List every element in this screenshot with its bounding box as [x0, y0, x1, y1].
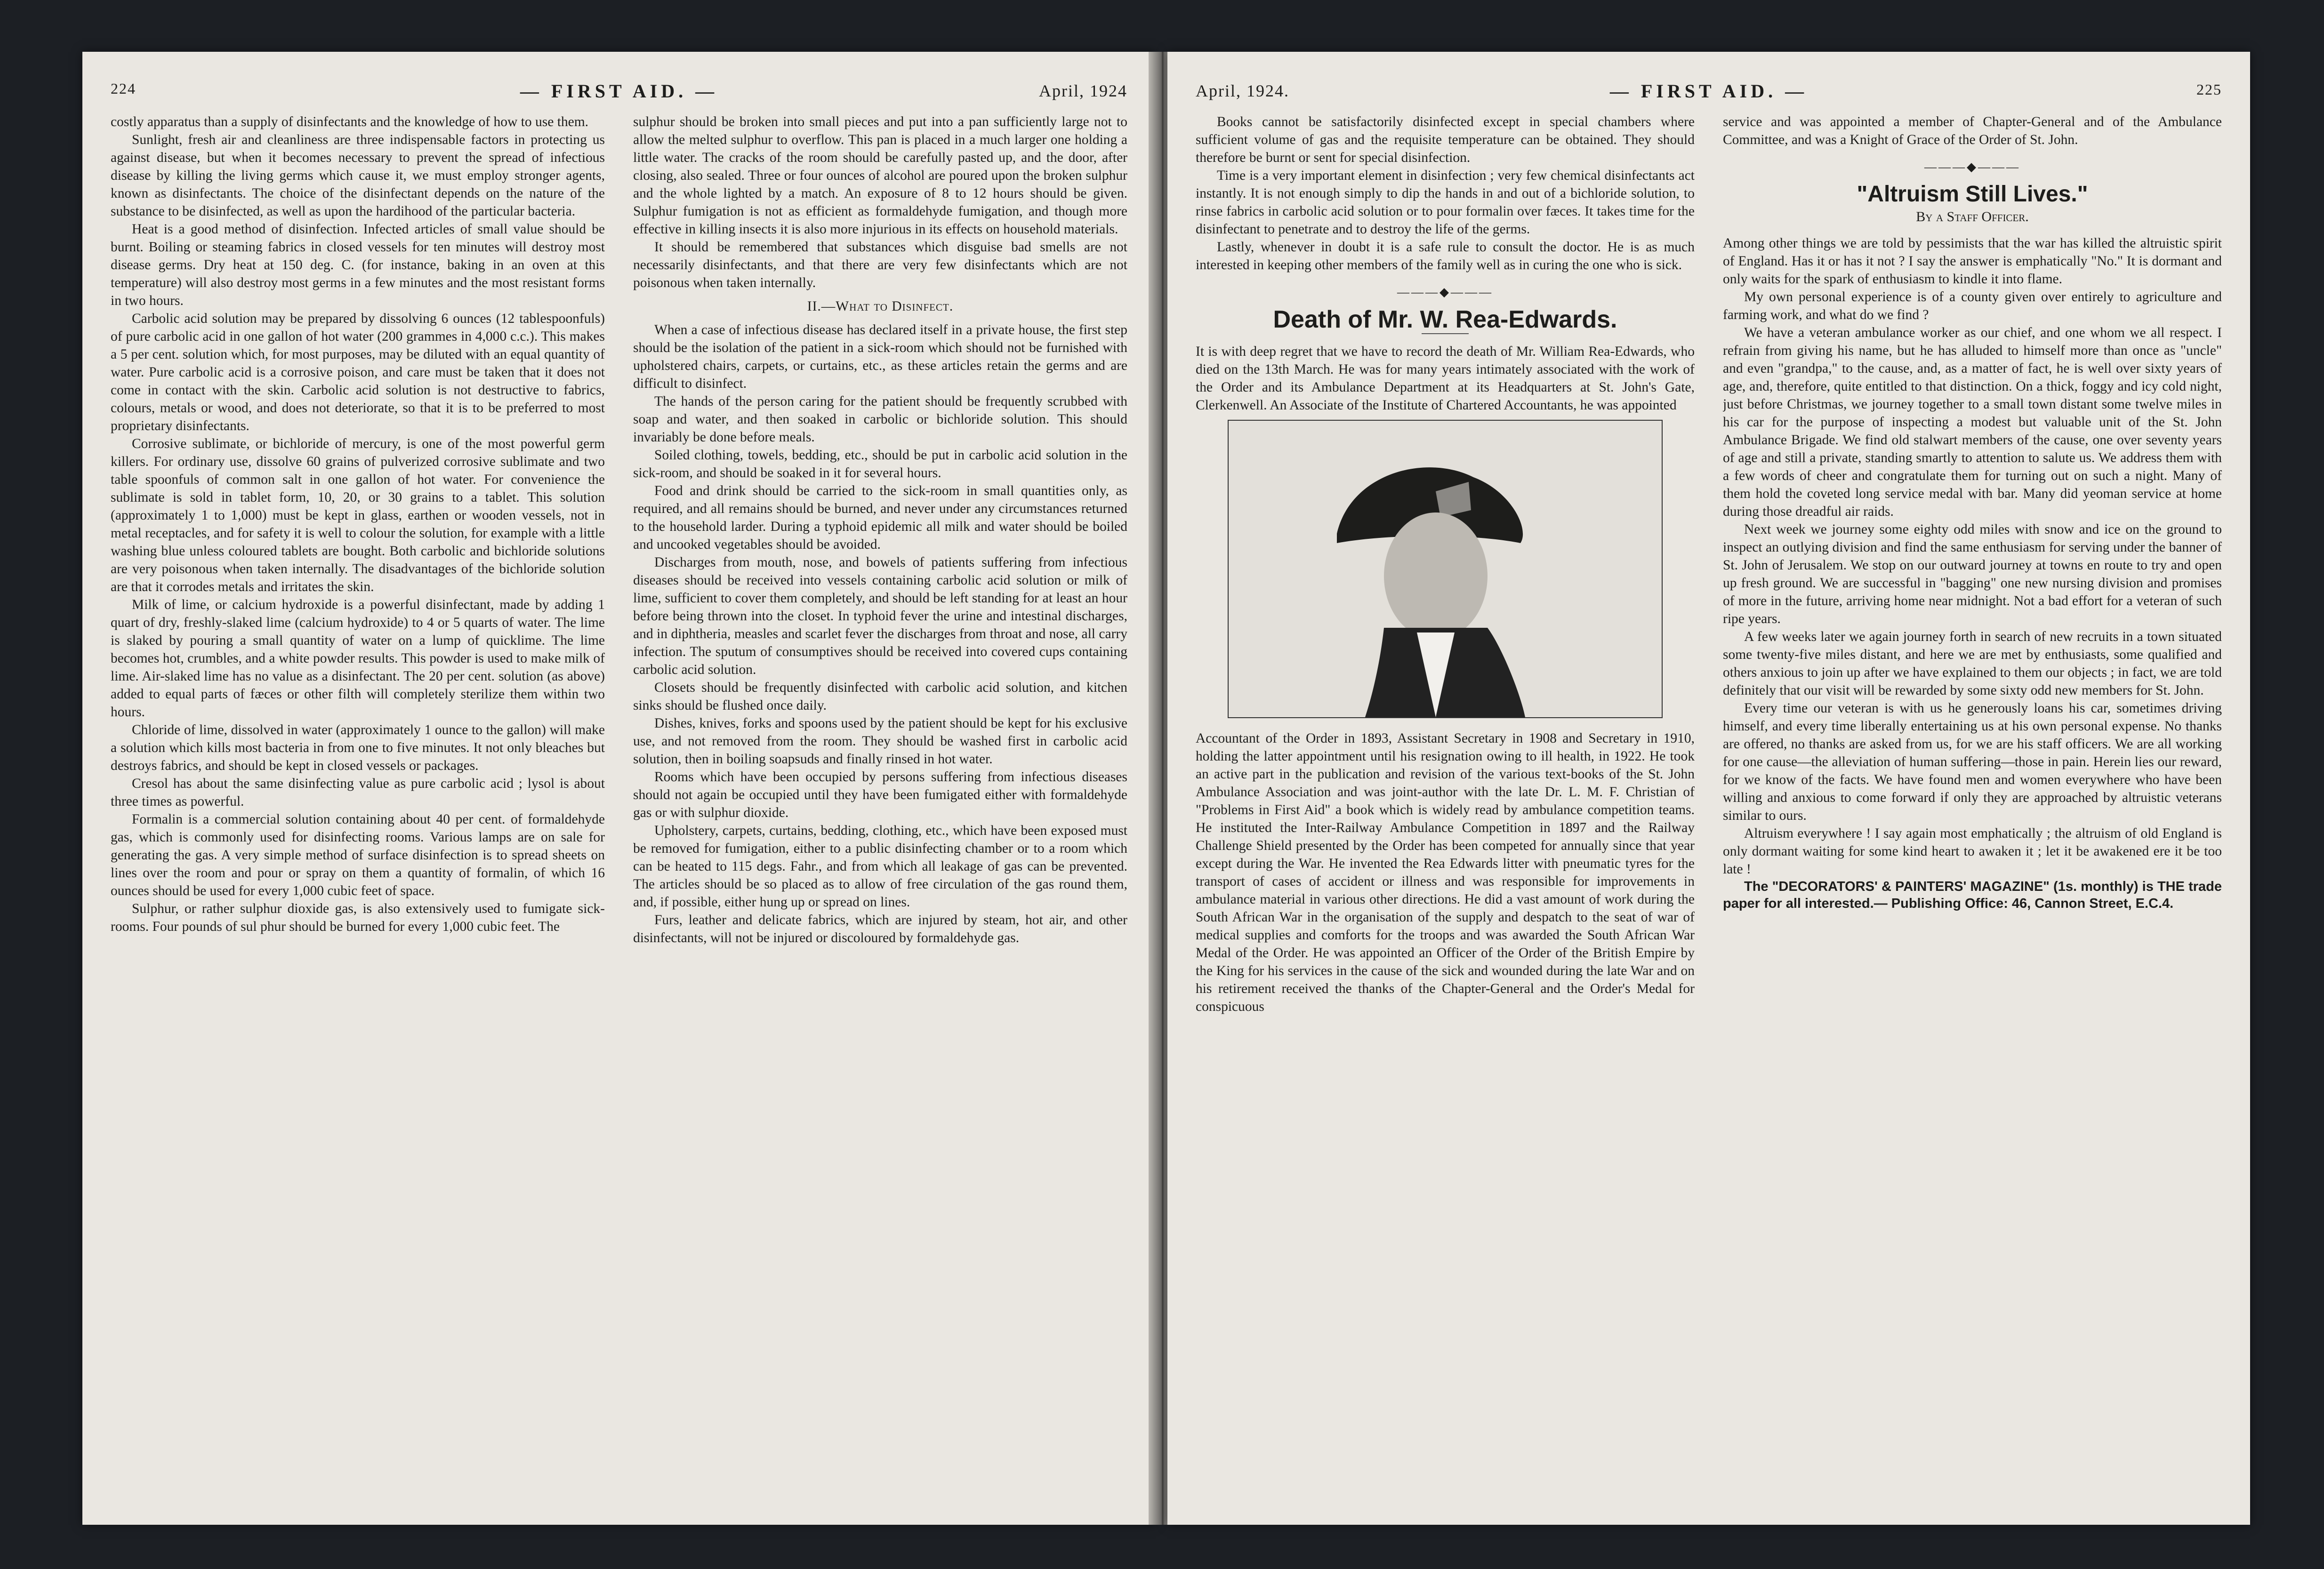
advertisement: The "DECORATORS' & PAINTERS' MAGAZINE" (1s. monthly) is THE trade paper for all interested.— Publishing Office: 46, Cannon Street, E.C.4.: [1723, 879, 2222, 911]
paragraph: Corrosive sublimate, or bichloride of mercury, is one of the most powerful germ killers. For ordinary use, dissolve 60 grains of pulverized corrosive sublimate and two table spoonfuls of common salt in one gallon of hot water. For convenience the sublimate is sold in tablet form, 10, 20, or 30 grains to a tablet. This solution (approximately 1 to 1,000) must be kept in glass, earthen or wooden vessels, not in metal receptacles, and for safety it is well to colour the solution, for example with a little washing blue unless coloured tablets are bought. Both carbolic and bichloride solutions are very poisonous when taken internally. The disadvantages of the bichloride solution are that it corrodes metals and irritates the skin.: [111, 436, 605, 594]
paragraph: Heat is a good method of disinfection. Infected articles of small value should be burnt. Boiling or steaming fabrics in closed vessels for ten minutes will destroy most disease germs. Dry heat at 150 deg. C. (for instance, baking in an oven at this temperature) will also destroy most germs in a few minutes and the most resistant forms in two hours.: [111, 222, 605, 308]
paragraph: sulphur should be broken into small pieces and put into a pan sufficiently large not to allow the melted sulphur to overflow. This pan is placed in a much larger one holding a little water. The cracks of the room should be carefully pasted up, and the door, after closing, also sealed. Three or four ounces of alcohol are poured upon the broken sulphur and the whole lighted by a match. An exposure of 8 to 12 hours should be given. Sulphur fumigation is not as efficient as formaldehyde fumigation, and though more effective in killing insects it is also more injurious in its effects on household materials.: [633, 114, 1127, 237]
portrait-illustration: [1229, 421, 1662, 717]
article-heading-death: Death of Mr. W. Rea-Edwards.: [1273, 306, 1617, 333]
right-page-number: 225: [2196, 81, 2222, 98]
right-running-date: April, 1924.: [1196, 81, 1289, 100]
paragraph: costly apparatus than a supply of disinfectants and the knowledge of how to use them.: [111, 114, 589, 129]
paragraph: Discharges from mouth, nose, and bowels of patients suffering from infectious diseases should be received into vessels containing carbolic acid solution or milk of lime, sufficient to cover them completely, and should be left standing for at least an hour before being thrown into the closet. In typhoid fever the urine and intestinal discharges, and in diphtheria, measles and scarlet fever the discharges from throat and nose, all carry infection. The sputum of consumptives should be received into covered cups containing carbolic acid solution.: [633, 555, 1127, 677]
paragraph: My own personal experience is of a county given over entirely to agriculture and farming work, and what do we find ?: [1723, 289, 2222, 322]
section-subheading: II.—What to Disinfect.: [807, 299, 954, 314]
paragraph: Carbolic acid solution may be prepared by dissolving 6 ounces (12 tablespoonfuls) of pure carbolic acid in one gallon of hot water (200 grammes in 4,000 c.c.). This makes a 5 per cent. solution which, for most purposes, may be diluted with an equal quantity of water. Pure carbolic acid is a corrosive poison, and care must be taken that it does not come in contact with the skin. Carbolic acid solution is not destructive to fabrics, colours, metals or wood, and does not deteriorate, so that it is to be preferred to most proprietary disinfectants.: [111, 311, 605, 433]
paragraph: Time is a very important element in disinfection ; very few chemical disinfectants act instantly. It is not enough simply to dip the hands in and out of a bichloride solution, to rinse fabrics in carbolic acid solution or to pour formalin over fæces. It takes time for the disinfectant to penetrate and to destroy the life of the germs.: [1196, 168, 1695, 237]
paragraph: Books cannot be satisfactorily disinfected except in special chambers where sufficient volume of gas and the requisite temperature can be obtained. They should therefore be burnt or sent for special disinfection.: [1196, 114, 1695, 165]
paragraph: Sulphur, or rather sulphur dioxide gas, is also extensively used to fumigate sick-rooms. Four pounds of sul phur should be burned for every 1,000 cubic feet. The: [111, 901, 605, 934]
paragraph: We have a veteran ambulance worker as our chief, and one whom we all respect. I refrain from giving his name, but he has alluded to himself more than once as "uncle" and even "grandpa," to the cause, and, as a matter of fact, he is well over sixty years of age, and, therefore, quite entitled to that distinction. On a thick, foggy and icy cold night, just before Christmas, we journey together to a small town distant some twelve miles in his car for the purpose of inspecting a modest but valuable unit of the St. John Ambulance Brigade. We find old stalwart members of the cause, one over seventy years of age and still a private, standing smartly to attention to salute us. We address them with a few words of cheer and congratulate them for turning out on such a night. Many of them hold the coveted long service medal with bar. Many did yeoman service at home during those dreadful air raids.: [1723, 325, 2222, 519]
paragraph: Closets should be frequently disinfected with carbolic acid solution, and kitchen sinks should be flushed once daily.: [633, 680, 1127, 713]
paragraph: Upholstery, carpets, curtains, bedding, clothing, etc., which have been exposed must be removed for fumigation, either to a public disinfecting chamber or to a room which can be heated to 115 degs. Fahr., and from which all leakage of gas can be prevented. The articles should be so placed as to allow of free circulation of the gas round them, and, if possible, either hung up or spread on lines.: [633, 823, 1127, 910]
paragraph: Soiled clothing, towels, bedding, etc., should be put in carbolic acid solution in the sick-room, and should be soaked in it for several hours.: [633, 448, 1127, 480]
left-running-title: — FIRST AID. —: [520, 80, 718, 102]
paragraph: Lastly, whenever in doubt it is a safe rule to consult the doctor. He is as much interested in keeping other members of the family well as in curing the one who is sick.: [1196, 240, 1695, 272]
paragraph: Every time our veteran is with us he generously loans his car, sometimes driving himself, and every time liberally entertaining us at his own personal expense. No thanks are offered, no thanks are asked from us, for we are his staff officers. We are all working for one cause—the alleviation of human suffering—those in pain. Herein lies our reward, for we know of the facts. We have found men and women everywhere who have been willing and anxious to come forward if only they are approached by altruistic veterans similar to ours.: [1723, 701, 2222, 823]
paragraph: service and was appointed a member of Chapter-General and of the Ambulance Committee, and was a Knight of Grace of the Order of St. John.: [1723, 114, 2222, 147]
paragraph: Among other things we are told by pessimists that the war has killed the altruistic spirit of England. Has it or has it not ? I say the answer is emphatically "No." It is dormant and only waits for the spark of enthusiasm to kindle it into flame.: [1723, 236, 2222, 287]
paragraph: Sunlight, fresh air and cleanliness are three indispensable factors in protecting us against disease, but when it becomes necessary to prevent the spread of infectious disease by killing the living germs which cause it, we must employ stronger agents, known as disinfectants. The choice of the disinfectant depends on the nature of the substance to be disinfected, as well as upon the hardihood of the particular bacteria.: [111, 132, 605, 219]
right-running-title: — FIRST AID. —: [1609, 80, 1808, 102]
paragraph: Altruism everywhere ! I say again most emphatically ; the altruism of old England is only dormant waiting for some kind heart to awaken it ; let it be awakened ere it be too late !: [1723, 826, 2222, 877]
left-running-date: April, 1924: [1039, 81, 1127, 100]
right-running-head: [1196, 71, 2222, 104]
paragraph: It should be remembered that substances which disguise bad smells are not necessarily disinfectants, and that there are very few disinfectants which are not poisonous when taken internally.: [633, 240, 1127, 290]
right-column-2: [1723, 113, 2222, 1506]
paragraph: Formalin is a commercial solution containing about 40 per cent. of formaldehyde gas, which is commonly used for disinfecting rooms. Various lamps are on sale for generating the gas. A very simple method of surface disinfection is to spread sheets on lines over the room and pour or spray on them a quantity of formalin, of which 16 ounces should be used for every 1,000 cubic feet of space.: [111, 812, 605, 898]
article-heading-altruism: "Altruism Still Lives.": [1857, 182, 2088, 207]
paragraph: Accountant of the Order in 1893, Assistant Secretary in 1908 and Secretary in 1910, holding the latter appointment until his resignation owing to ill health, in 1922. He took an active part in the publication and revision of the various text-books of the St. John Ambulance Association and was joint-author with the late Dr. L. M. F. Christian of "Problems in First Aid" a book which is widely read by ambulance competition teams. He instituted the Inter-Railway Ambulance Competition in 1897 and the Railway Challenge Shield presented by the Order has been competed for annually since that year except during the War. He invented the Rea Edwards litter with pneumatic tyres for the transport of cases of accident or illness and was responsible for improvements in ambulance material in various other directions. He did a vast amount of work during the South African War in the organisation of the supply and despatch to the seat of war of medical supplies and comforts for the troops and was awarded the South African War Medal of the Order. He was appointed an Officer of the Order of the British Empire by the King for his services in the cause of the sick and wounded during the late War and on his retirement received the thanks of the Chapter-General and the Order's Medal for conspicuous: [1196, 731, 1695, 1014]
paragraph: Food and drink should be carried to the sick-room in small quantities only, as required, and all remains should be burned, and never under any circumstances returned to the household larder. During a typhoid epidemic all milk and water should be boiled and uncooked vegetables should be avoided.: [633, 483, 1127, 552]
right-page: [1167, 52, 2250, 1525]
paragraph: Dishes, knives, forks and spoons used by the patient should be kept for his exclusive use, and not removed from the room. They should be washed first in carbolic acid solution, then in boiling soapsuds and finally rinsed in hot water.: [633, 716, 1127, 767]
left-running-head: [111, 71, 1127, 104]
paragraph: Furs, leather and delicate fabrics, which are injured by steam, hot air, and other disinfectants, will not be injured or discoloured by formaldehyde gas.: [633, 913, 1127, 945]
ornament-divider: ———◆———: [1397, 285, 1493, 299]
left-page: [82, 52, 1156, 1525]
article-byline: By a Staff Officer.: [1916, 209, 2029, 224]
left-column-2: [633, 113, 1127, 1506]
paragraph: Cresol has about the same disinfecting value as pure carbolic acid ; lysol is about three times as powerful.: [111, 776, 605, 809]
paragraph: Milk of lime, or calcium hydroxide is a powerful disinfectant, made by adding 1 quart of dry, freshly-slaked lime (calcium hydroxide) to 4 or 5 quarts of water. The lime is slaked by pouring a small quantity of water on a lump of quicklime. The lime becomes hot, crumbles, and a white powder results. This powder is used to make milk of lime. Air-slaked lime has no value as a disinfectant. The 20 per cent. solution (as above) added to equal parts of fæces or other filth will completely sterilize them within two hours.: [111, 597, 605, 720]
paragraph: It is with deep regret that we have to record the death of Mr. William Rea-Edwards, who died on the 13th March. He was for many years intimately associated with the work of the Order and its Ambulance Department at its Headquarters at St. John's Gate, Clerkenwell. An Associate of the Institute of Chartered Accountants, he was appointed: [1196, 344, 1695, 413]
short-rule: [1422, 333, 1469, 334]
paragraph: Chloride of lime, dissolved in water (approximately 1 ounce to the gallon) will make a solution which kills most bacteria in from one to five minutes. It not only bleaches but destroys fabrics, and should be kept in closed vessels or packages.: [111, 722, 605, 773]
ornament-divider: ———◆———: [1924, 160, 2020, 174]
paragraph: When a case of infectious disease has declared itself in a private house, the first step should be the isolation of the patient in a sick-room which should not be furnished with upholstered chairs, carpets, or curtains, etc., as these articles retain the germs and are difficult to disinfect.: [633, 322, 1127, 391]
paragraph: A few weeks later we again journey forth in search of new recruits in a town situated some twenty-five miles distant, and here we are met by enthusiasts, some qualified and others anxious to join up after we have explained to them our objects ; in fact, we are told definitely that our visit will be rewarded by some sixty odd new members for St. John.: [1723, 629, 2222, 698]
left-column-1: [111, 113, 605, 1506]
portrait-photograph: [1228, 420, 1663, 718]
left-page-number: 224: [111, 80, 136, 97]
paragraph: Rooms which have been occupied by persons suffering from infectious diseases should not again be occupied until they have been fumigated either with formaldehyde gas or with sulphur dioxide.: [633, 769, 1127, 820]
paragraph: The hands of the person caring for the patient should be frequently scrubbed with soap and water, and then soaked in carbolic or bichloride solution. This should invariably be done before meals.: [633, 394, 1127, 445]
paragraph: Next week we journey some eighty odd miles with snow and ice on the ground to inspect an outlying division and find the same enthusiasm for serving under the banner of St. John of Jerusalem. We stop on our outward journey at towns en route to try and open up fresh ground. We are successful in "bagging" one new nursing division and promises of more in the future, arriving home near midnight. Not a bad effort for a veteran of such ripe years.: [1723, 522, 2222, 626]
right-column-1: [1196, 113, 1695, 1506]
